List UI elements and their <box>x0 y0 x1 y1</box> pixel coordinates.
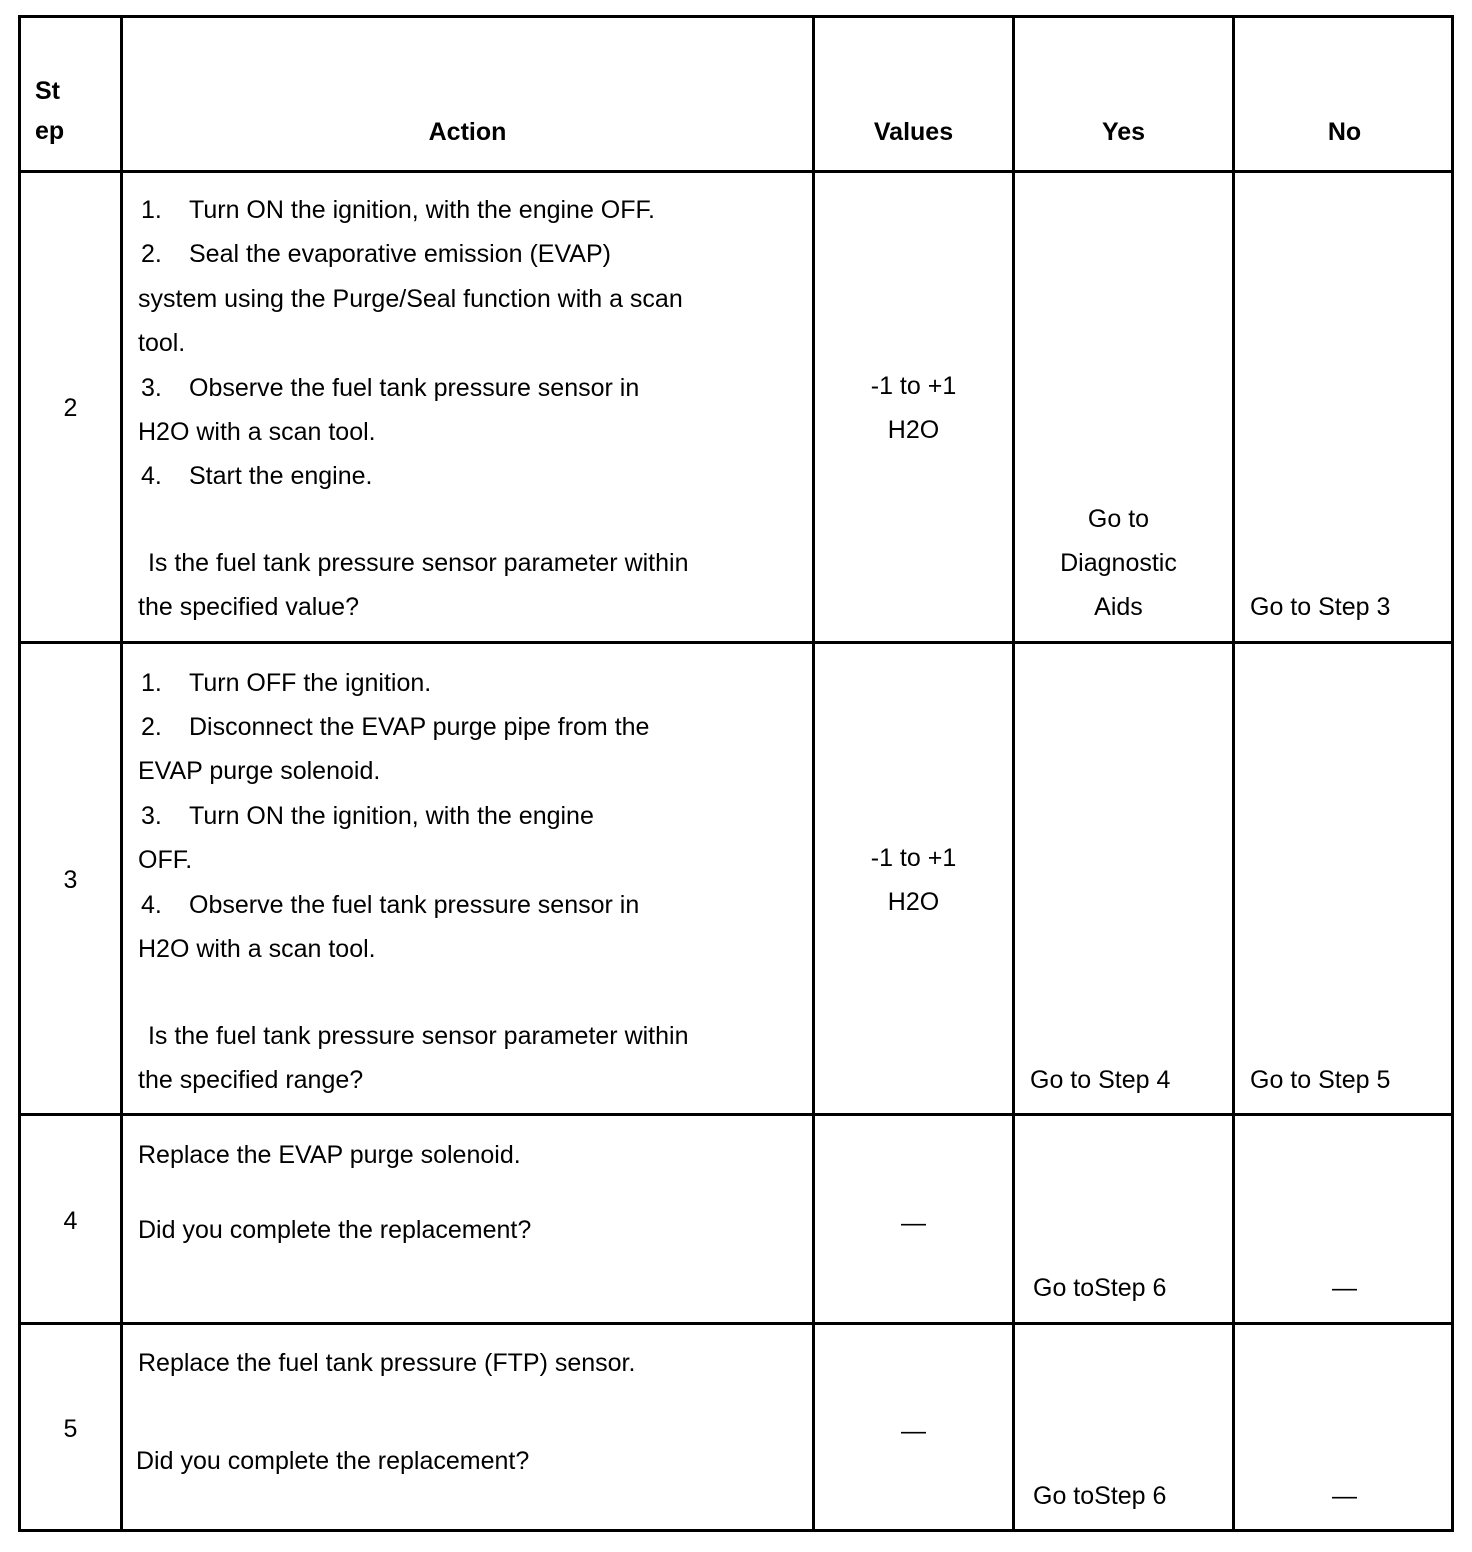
diagnostic-table <box>18 15 1454 1532</box>
step-number: 5 <box>63 1415 78 1443</box>
row-divider <box>21 641 1451 644</box>
action-line: 2. Disconnect the EVAP purge pipe from the <box>141 705 649 749</box>
step-item-number: 3. <box>141 802 162 830</box>
action-line: 1. Turn ON the ignition, with the engine OFF. <box>141 188 655 232</box>
action-line: system using the Purge/Seal function with a scan <box>138 285 683 313</box>
step-item-number: 2. <box>141 713 162 741</box>
step-item-number: 2. <box>141 240 162 268</box>
action-question: Is the fuel tank pressure sensor parameter within <box>141 549 689 577</box>
action-question: Did you complete the replacement? <box>138 1216 532 1244</box>
action-line: OFF. <box>138 846 193 874</box>
step-item-number: 3. <box>141 374 162 402</box>
step-number: 4 <box>63 1207 78 1235</box>
header-step-line: ep <box>35 117 65 145</box>
row-divider <box>21 1113 1451 1116</box>
action-line: 3. Turn ON the ignition, with the engine <box>141 794 594 838</box>
row-divider <box>21 1322 1451 1325</box>
step-number: 2 <box>63 394 78 422</box>
values-text: — <box>901 1209 926 1237</box>
action-question: the specified range? <box>138 1066 364 1094</box>
action-line: Replace the EVAP purge solenoid. <box>138 1141 521 1169</box>
header-no: No <box>1327 118 1362 146</box>
action-line: 4. Start the engine. <box>141 454 372 498</box>
no-result: Go to Step 3 <box>1250 593 1391 621</box>
row-divider <box>21 170 1451 173</box>
col-divider <box>1012 18 1015 1529</box>
col-divider <box>812 18 815 1529</box>
no-result: Go to Step 5 <box>1250 1066 1391 1094</box>
header-step-line: St <box>35 77 60 105</box>
header-action: Action <box>428 118 507 146</box>
header-values: Values <box>873 118 954 146</box>
action-line: 3. Observe the fuel tank pressure sensor in <box>141 366 639 410</box>
action-line: Replace the fuel tank pressure (FTP) sensor. <box>138 1349 636 1377</box>
action-line: 4. Observe the fuel tank pressure sensor in <box>141 883 639 927</box>
values-text: -1 to +1 H2O <box>870 844 957 916</box>
action-line: 1. Turn OFF the ignition. <box>141 661 431 705</box>
step-item-number: 4. <box>141 462 162 490</box>
values-text: -1 to +1 H2O <box>870 372 957 444</box>
action-line: 2. Seal the evaporative emission (EVAP) <box>141 232 611 276</box>
col-divider <box>120 18 123 1529</box>
action-question: Did you complete the replacement? <box>136 1447 530 1475</box>
no-result: — <box>1332 1482 1357 1510</box>
no-result: — <box>1332 1274 1357 1302</box>
action-line: H2O with a scan tool. <box>138 418 376 446</box>
action-question: the specified value? <box>138 593 359 621</box>
step-item-number: 1. <box>141 669 162 697</box>
values-text: — <box>901 1417 926 1445</box>
header-yes: Yes <box>1101 118 1146 146</box>
action-line: tool. <box>138 329 186 357</box>
step-item-number: 1. <box>141 196 162 224</box>
yes-result: Go to Diagnostic Aids <box>1060 505 1177 621</box>
action-line: H2O with a scan tool. <box>138 935 376 963</box>
action-line: EVAP purge solenoid. <box>138 757 381 785</box>
action-question: Is the fuel tank pressure sensor parameter within <box>141 1022 689 1050</box>
step-item-number: 4. <box>141 891 162 919</box>
header-step <box>35 71 64 151</box>
step-number: 3 <box>63 866 78 894</box>
yes-result: Go toStep 6 <box>1033 1482 1167 1510</box>
yes-result: Go to Step 4 <box>1030 1066 1171 1094</box>
yes-result: Go toStep 6 <box>1033 1274 1167 1302</box>
